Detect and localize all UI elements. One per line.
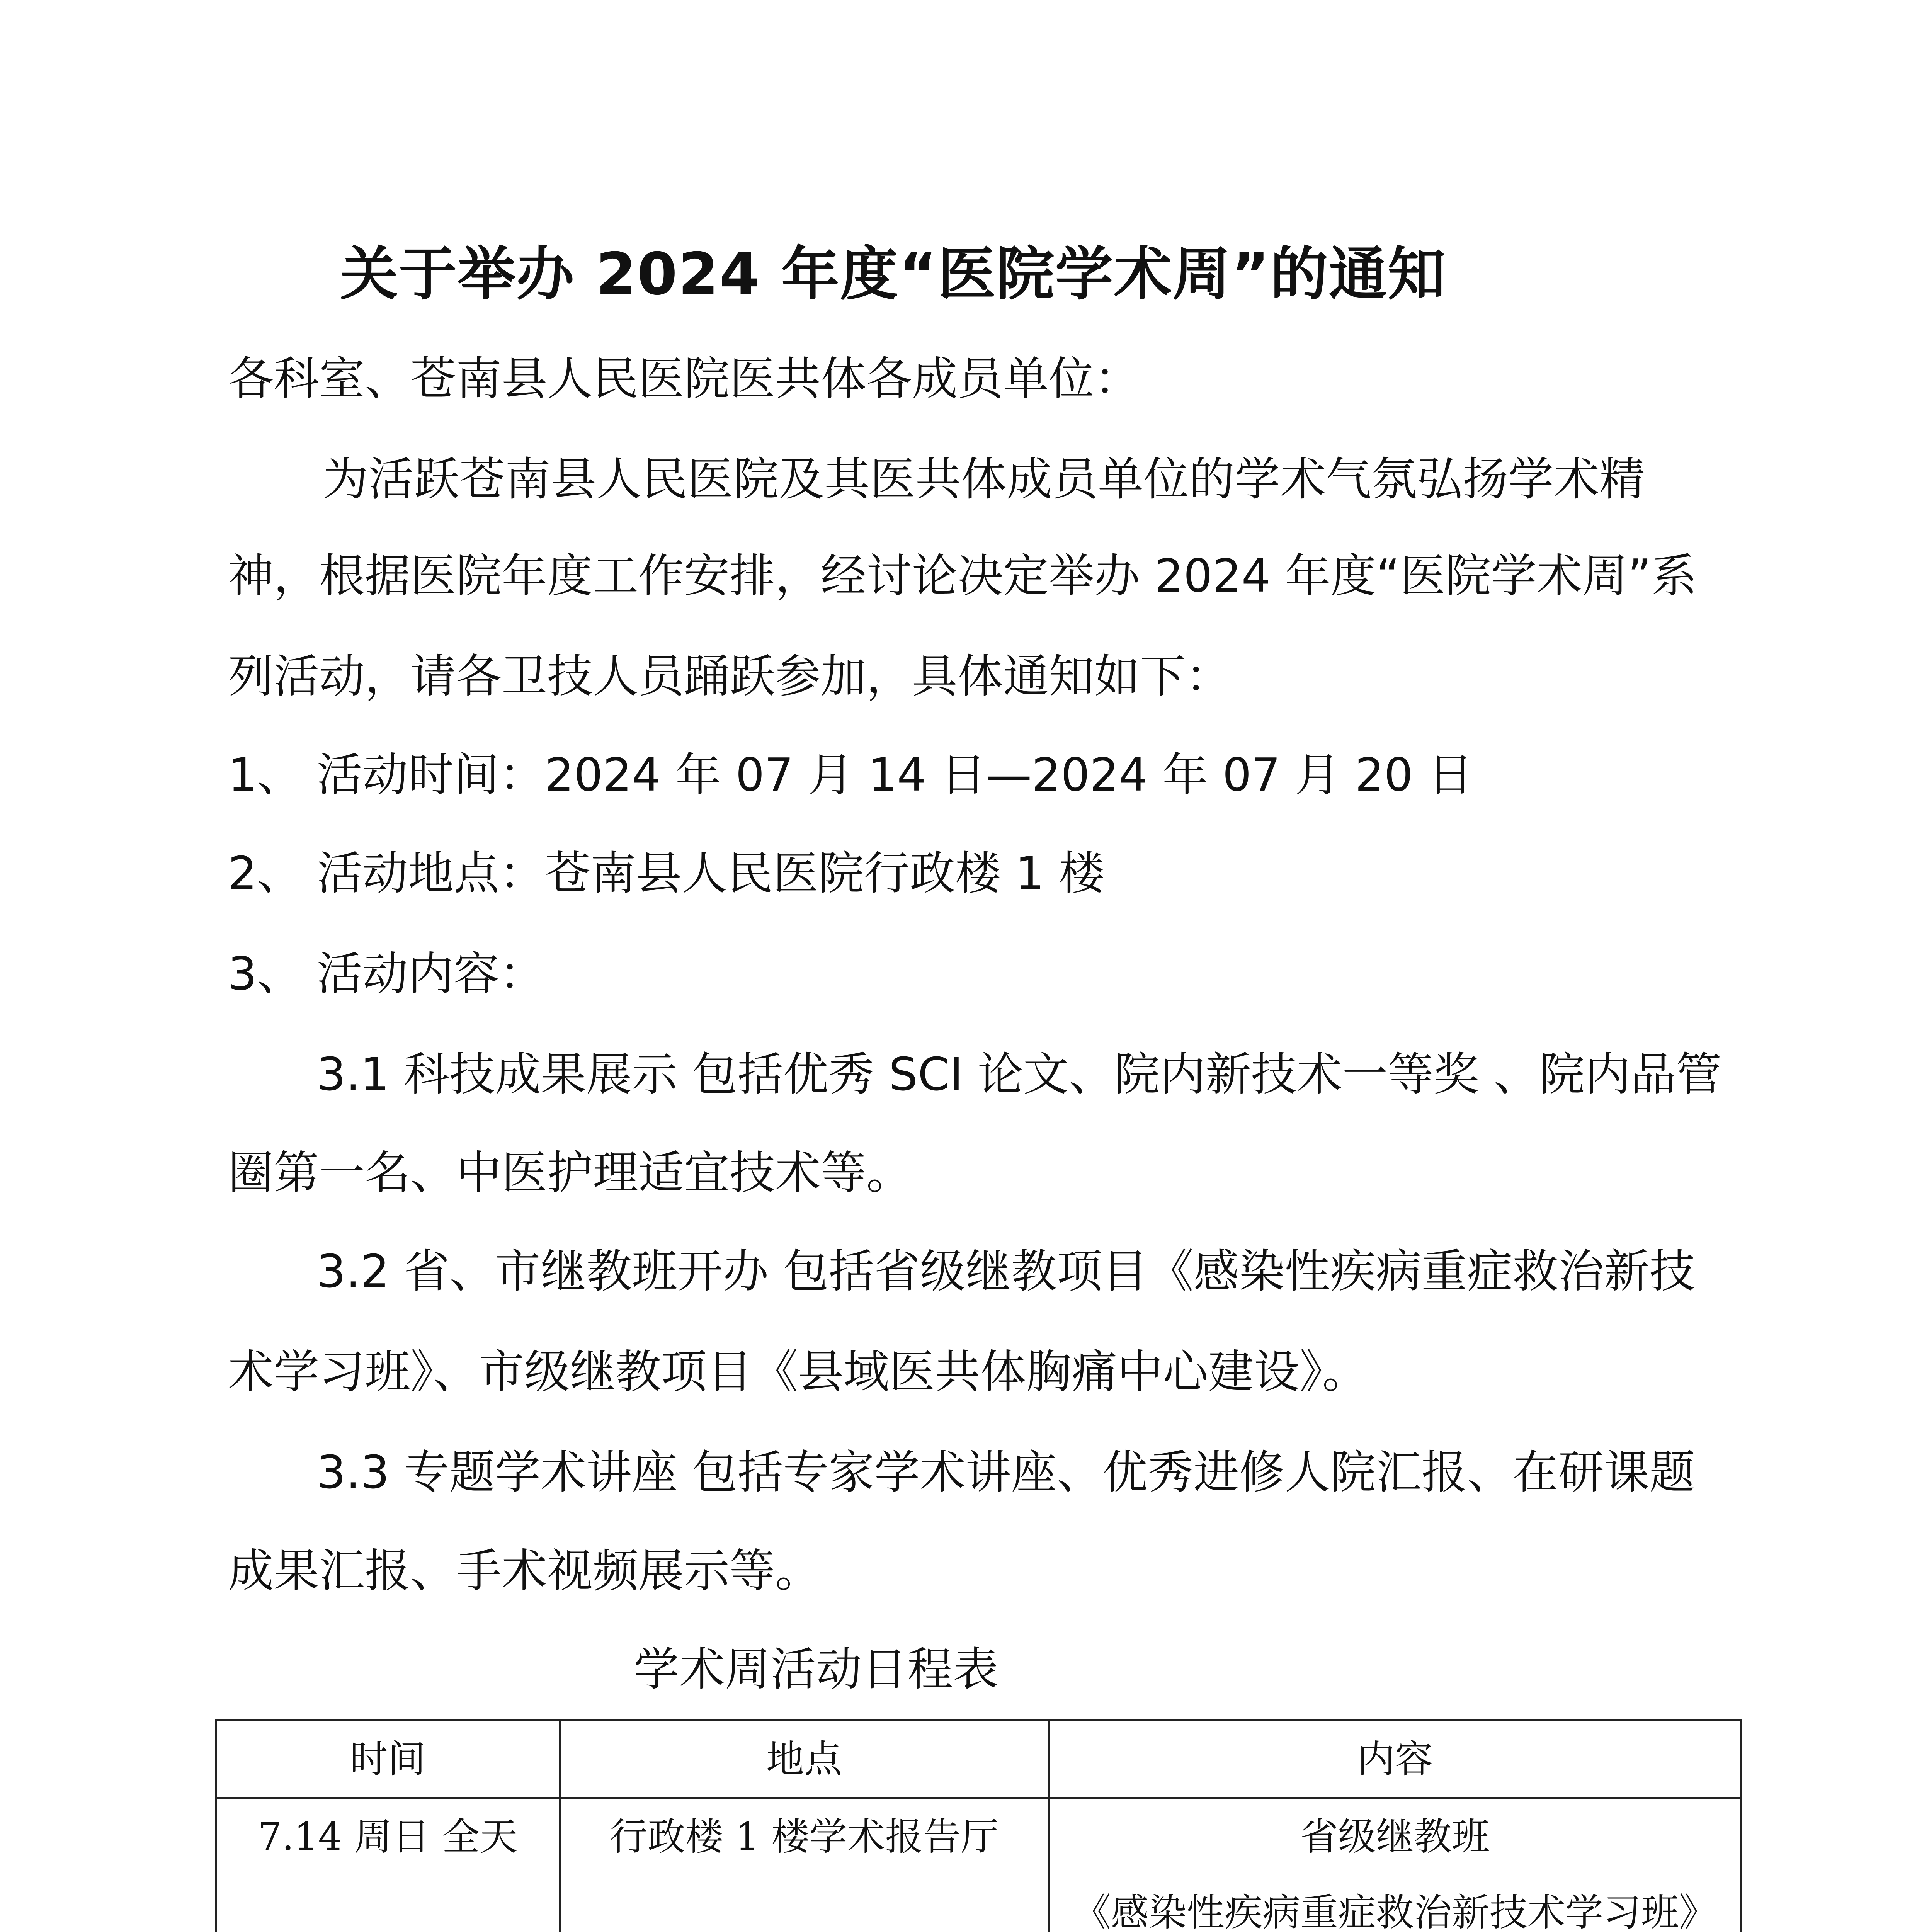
item-number: 2、 (228, 847, 303, 900)
place-cell (560, 1798, 1049, 1932)
table-header-row (216, 1721, 1742, 1798)
table-row (216, 1798, 1742, 1932)
place-text: 行政楼 1 楼学术报告厅 (609, 1815, 999, 1859)
sub-item-line: 3.2 省、市继教班开办 包括省级继教项目《感染性疾病重症救治新技 (317, 1245, 1695, 1298)
item-number: 1、 (228, 748, 303, 801)
notice-title: 关于举办 2024 年度“医院学术周”的通知 (340, 241, 1447, 308)
sub-item-line: 术学习班》、市级继教项目《县域医共体胸痛中心建设》。 (228, 1345, 1368, 1398)
sub-item-line: 圈第一名、中医护理适宜技术等。 (228, 1146, 912, 1199)
header-time: 时间 (216, 1721, 560, 1798)
intro-line: 神，根据医院年度工作安排，经讨论决定举办 2024 年度“医院学术周”系 (228, 549, 1697, 602)
sub-item-line: 3.1 科技成果展示 包括优秀 SCI 论文、院内新技术一等奖 、院内品管 (317, 1048, 1722, 1101)
time-text: 7.14 周日 全天 (258, 1815, 518, 1859)
item-number: 3、 (228, 947, 303, 1000)
schedule-table (215, 1719, 1742, 1932)
header-place: 地点 (560, 1721, 1049, 1798)
sub-item-line: 成果汇报、手术视频展示等。 (228, 1544, 821, 1597)
sub-item-line: 3.3 专题学术讲座 包括专家学术讲座、优秀进修人院汇报、在研课题 (317, 1446, 1695, 1499)
schedule-caption: 学术周活动日程表 (634, 1643, 999, 1696)
intro-line: 列活动，请各卫技人员踊跃参加，具体通知如下： (228, 650, 1232, 703)
time-cell (216, 1798, 560, 1932)
greeting: 各科室、苍南县人民医院医共体各成员单位： (228, 352, 1140, 405)
content-cell (1049, 1798, 1742, 1932)
activity-location: 活动地点：苍南县人民医院行政楼 1 楼 (317, 847, 1105, 900)
content-text: 省级继教班 (1300, 1815, 1490, 1859)
activity-content-heading: 活动内容： (317, 947, 545, 1000)
intro-line: 为活跃苍南县人民医院及其医共体成员单位的学术气氛弘扬学术精 (323, 452, 1645, 506)
content-text: 《感染性疾病重症救治新技术学习班》 (1073, 1891, 1717, 1932)
activity-time: 活动时间：2024 年 07 月 14 日—2024 年 07 月 20 日 (317, 748, 1473, 801)
header-content: 内容 (1049, 1721, 1742, 1798)
